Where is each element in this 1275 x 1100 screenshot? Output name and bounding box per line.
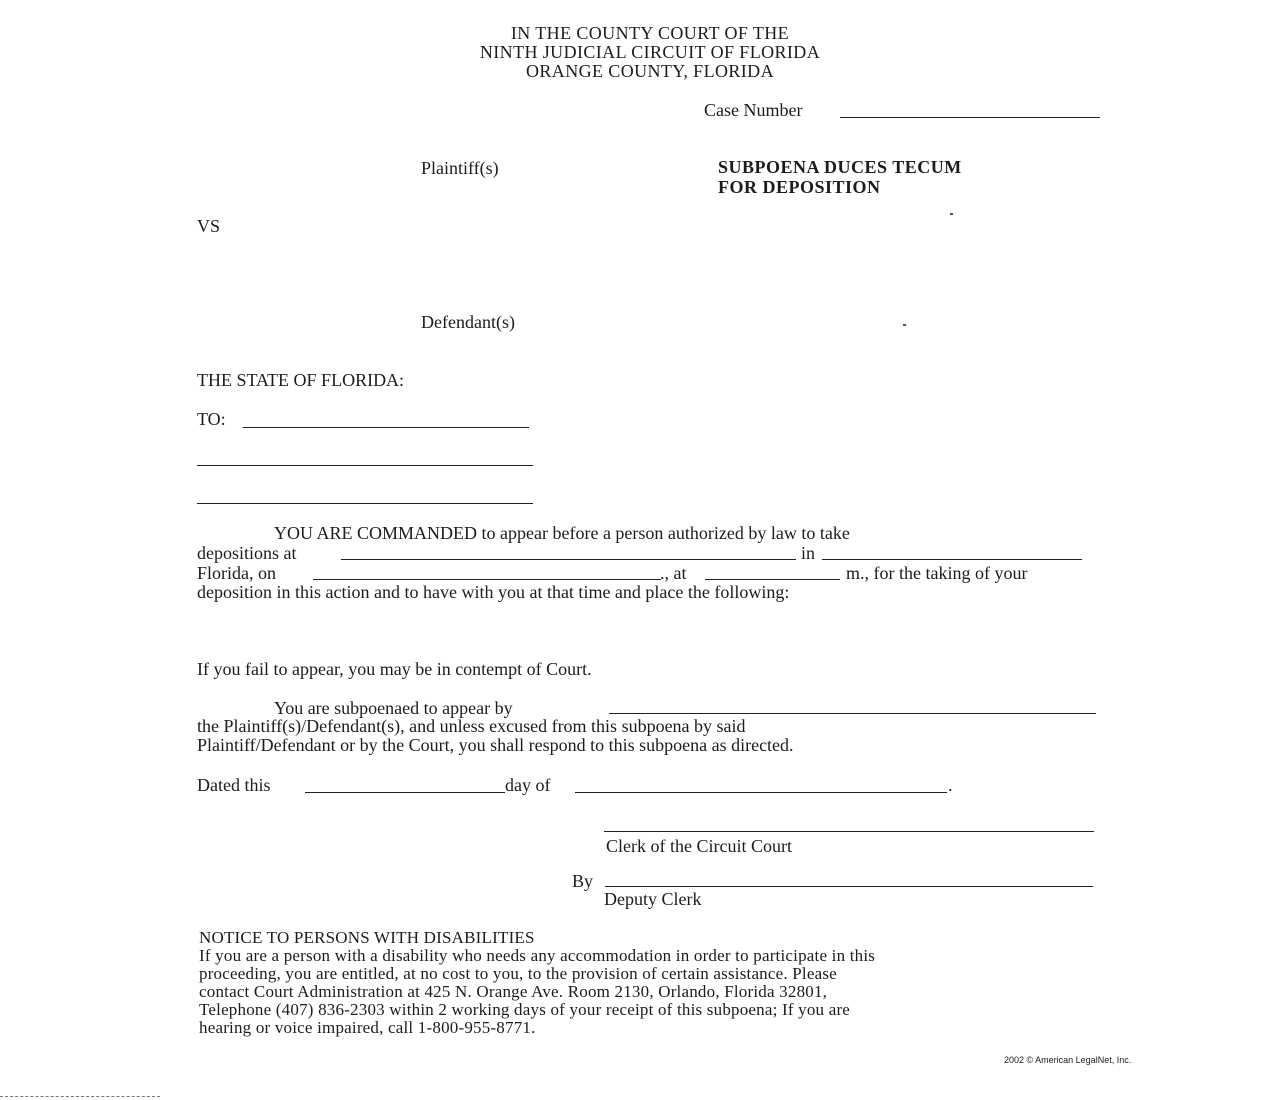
- by-label: By: [572, 871, 594, 891]
- disability-notice: [199, 929, 875, 1037]
- document-title-line2: FOR DEPOSITION: [718, 177, 881, 197]
- dated-month-field[interactable]: [575, 792, 947, 793]
- case-number-field[interactable]: [840, 117, 1100, 118]
- clerk-label: Clerk of the Circuit Court: [606, 836, 792, 856]
- deposition-date-field[interactable]: [313, 579, 661, 580]
- depositions-at-label: depositions at: [197, 543, 297, 563]
- contempt-notice: If you fail to appear, you may be in contempt of Court.: [197, 659, 592, 679]
- case-number-row: [704, 101, 802, 120]
- subpoenaed-by-field[interactable]: [609, 713, 1096, 714]
- dated-period: .: [948, 775, 953, 795]
- deputy-signature-line[interactable]: [605, 886, 1093, 887]
- command-line1: YOU ARE COMMANDED to appear before a person authorized by law to take: [274, 523, 850, 543]
- state-label: THE STATE OF FLORIDA:: [197, 370, 405, 390]
- disability-notice-line2: proceeding, you are entitled, at no cost to you, to the provision of certain assistance. Please: [199, 964, 837, 983]
- clerk-signature-line[interactable]: [604, 831, 1094, 832]
- deposition-time-field[interactable]: [705, 579, 840, 580]
- court-header-line2: NINTH JUDICIAL CIRCUIT OF FLORIDA: [479, 42, 821, 62]
- to-address-field-1[interactable]: [197, 465, 533, 466]
- disability-notice-line3: contact Court Administration at 425 N. Orange Ave. Room 2130, Orlando, Florida 32801,: [199, 982, 828, 1001]
- m-for-label: m., for the taking of your: [846, 563, 1028, 583]
- deposition-location-field[interactable]: [341, 559, 796, 560]
- scan-speck: [950, 213, 953, 215]
- florida-on-label: Florida, on: [197, 563, 276, 583]
- dated-day-field[interactable]: [305, 792, 505, 793]
- disability-notice-line1: If you are a person with a disability who needs any accommodation in order to participate in this: [199, 946, 876, 965]
- plaintiff-label: Plaintiff(s): [421, 158, 499, 178]
- court-header: [400, 24, 900, 81]
- to-label: TO:: [197, 409, 226, 429]
- deputy-label: Deputy Clerk: [604, 889, 702, 909]
- disability-notice-line4: Telephone (407) 836-2303 within 2 working days of your receipt of this subpoena; If you are: [199, 1000, 851, 1019]
- document-title-line1: SUBPOENA DUCES TECUM: [718, 157, 962, 177]
- disability-notice-line5: hearing or voice impaired, call 1-800-955-8771.: [199, 1018, 536, 1037]
- at-label: ., at: [660, 563, 687, 583]
- subpoenaed-line3: Plaintiff/Defendant or by the Court, you shall respond to this subpoena as directed.: [197, 735, 794, 755]
- copyright-notice: 2002 © American LegalNet, Inc.: [1004, 1055, 1132, 1065]
- command-line4: deposition in this action and to have with you at that time and place the following:: [197, 582, 790, 602]
- to-address-field-2[interactable]: [197, 503, 533, 504]
- to-recipient-field[interactable]: [243, 427, 529, 428]
- defendant-label: Defendant(s): [421, 312, 515, 332]
- dated-label: Dated this: [197, 775, 271, 795]
- vs-label: VS: [197, 216, 221, 236]
- scan-edge: [0, 1096, 160, 1097]
- scan-speck: [903, 324, 906, 326]
- day-of-label: day of: [505, 775, 551, 795]
- court-header-line3: ORANGE COUNTY, FLORIDA: [526, 61, 774, 81]
- document-title: [718, 157, 962, 197]
- case-number-label: Case Number: [704, 100, 803, 120]
- in-label: in: [801, 543, 816, 563]
- deposition-city-field[interactable]: [822, 559, 1082, 560]
- disability-notice-heading: NOTICE TO PERSONS WITH DISABILITIES: [199, 928, 535, 947]
- subpoenaed-line2: the Plaintiff(s)/Defendant(s), and unless excused from this subpoena by said: [197, 716, 746, 736]
- court-header-line1: IN THE COUNTY COURT OF THE: [510, 23, 790, 43]
- subpoenaed-label: You are subpoenaed to appear by: [274, 698, 513, 718]
